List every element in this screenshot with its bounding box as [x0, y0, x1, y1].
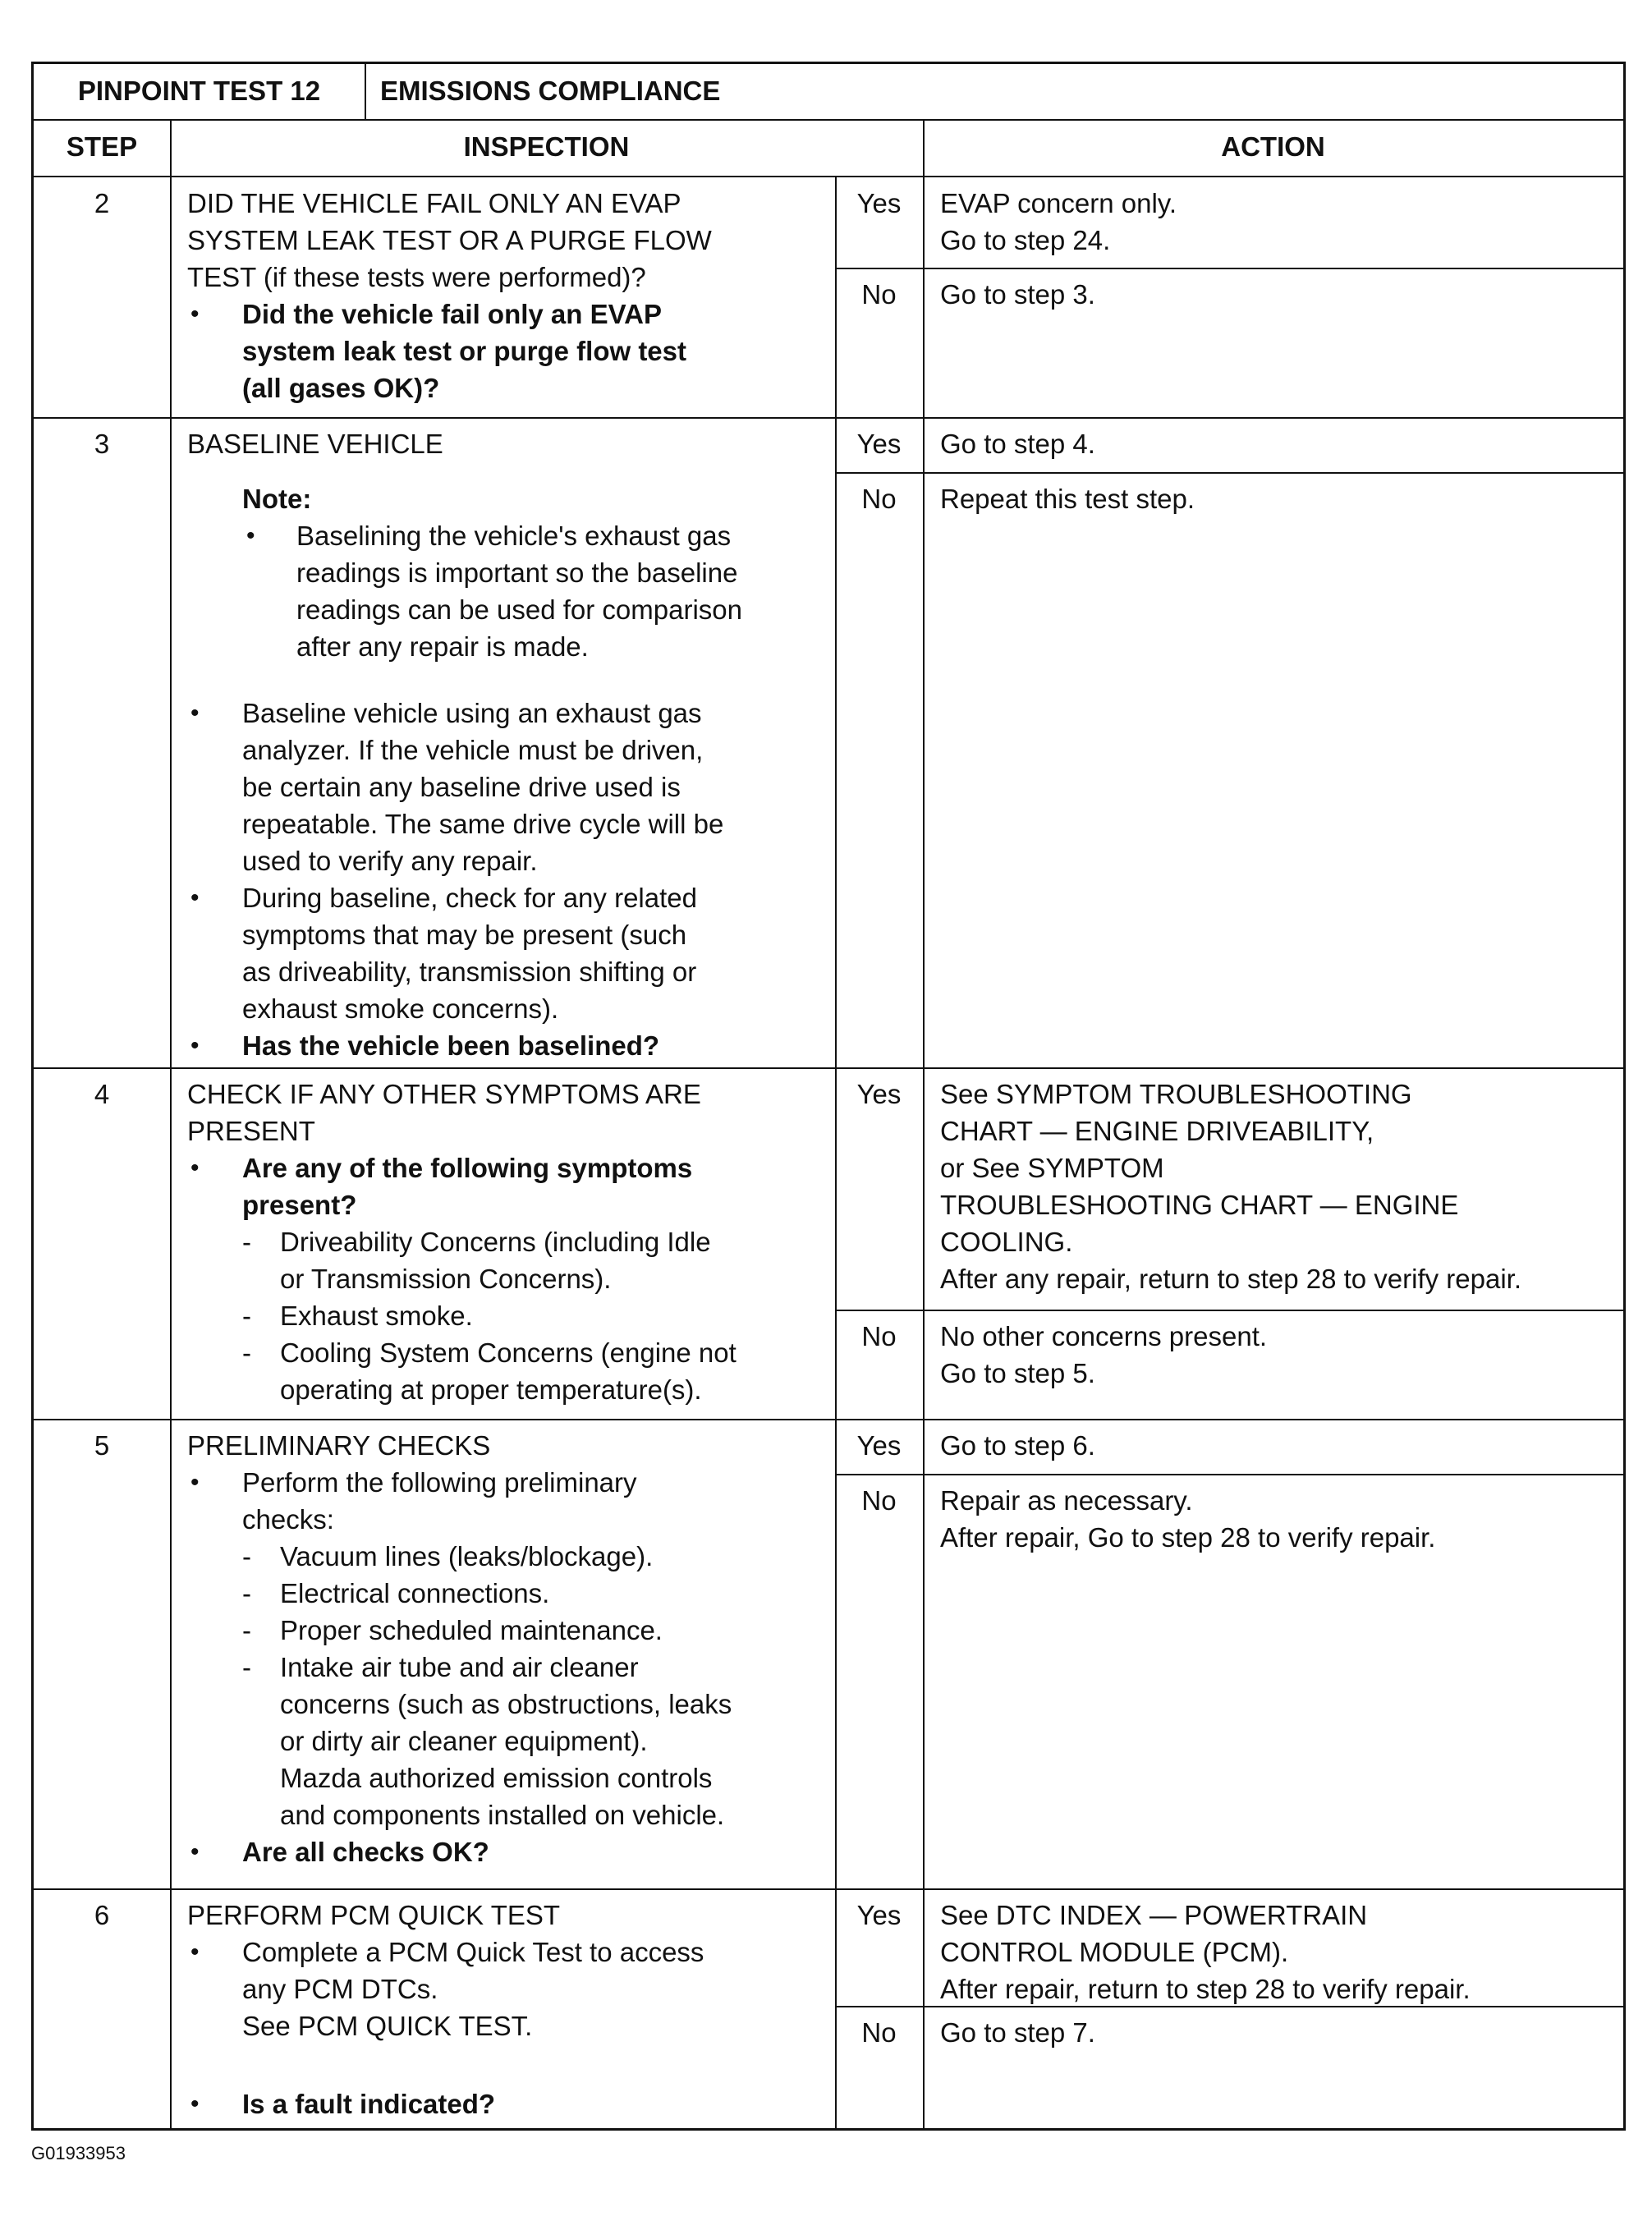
inspection-line: repeatable. The same drive cycle will be	[242, 809, 724, 839]
inspection-line: CHECK IF ANY OTHER SYMPTOMS ARE	[187, 1079, 701, 1109]
action-line: or See SYMPTOM	[940, 1153, 1164, 1183]
bullet-icon: •	[190, 1838, 200, 1865]
inspection-line: Mazda authorized emission controls	[280, 1763, 713, 1793]
row-divider	[34, 119, 1623, 121]
pinpoint-test-table	[31, 62, 1626, 2131]
inspection-line: DID THE VEHICLE FAIL ONLY AN EVAP	[187, 188, 681, 218]
row-divider	[34, 417, 1623, 419]
step-number: 2	[94, 188, 110, 218]
no-label: No	[861, 484, 897, 514]
inspection-line: Electrical connections.	[280, 1578, 550, 1608]
bullet-icon: •	[190, 884, 200, 911]
bullet-icon: •	[190, 1154, 200, 1181]
yes-label: Yes	[856, 429, 902, 459]
inspection-question: Is a fault indicated?	[242, 2089, 496, 2119]
dash-icon: -	[242, 1337, 251, 1368]
inspection-line: PERFORM PCM QUICK TEST	[187, 1900, 561, 1930]
action-line: Go to step 3.	[940, 279, 1095, 310]
inspection-line: any PCM DTCs.	[242, 1974, 438, 2004]
step-number: 3	[94, 429, 110, 459]
action-line: COOLING.	[940, 1227, 1073, 1257]
row-divider	[34, 1419, 1623, 1420]
action-line: Go to step 7.	[940, 2017, 1095, 2048]
yes-label: Yes	[856, 1430, 902, 1461]
inspection-line: Exhaust smoke.	[280, 1301, 473, 1331]
action-line: CONTROL MODULE (PCM).	[940, 1937, 1289, 1967]
note-line: readings is important so the baseline	[296, 557, 738, 588]
inspection-line: During baseline, check for any related	[242, 883, 697, 913]
action-line: Go to step 4.	[940, 429, 1095, 459]
step-number: 5	[94, 1430, 110, 1461]
action-line: No other concerns present.	[940, 1321, 1268, 1351]
action-line: See SYMPTOM TROUBLESHOOTING	[940, 1079, 1412, 1109]
action-line: Go to step 24.	[940, 225, 1111, 255]
action-line: After repair, return to step 28 to verify repair.	[940, 1974, 1471, 2004]
dash-icon: -	[242, 1578, 251, 1608]
action-line: EVAP concern only.	[940, 188, 1177, 218]
inspection-question: Are all checks OK?	[242, 1837, 489, 1867]
action-line: TROUBLESHOOTING CHART — ENGINE	[940, 1190, 1459, 1220]
note-line: readings can be used for comparison	[296, 594, 742, 625]
inspection-line: Driveability Concerns (including Idle	[280, 1227, 711, 1257]
inspection-question: Are any of the following symptoms	[242, 1153, 693, 1183]
inspection-line: Baseline vehicle using an exhaust gas	[242, 698, 702, 728]
row-divider	[34, 1067, 1623, 1069]
bullet-icon: •	[190, 1032, 200, 1059]
dash-icon: -	[242, 1301, 251, 1331]
inspection-line: or Transmission Concerns).	[280, 1264, 612, 1294]
bullet-icon: •	[190, 1469, 200, 1496]
note-line: Baselining the vehicle's exhaust gas	[296, 521, 732, 551]
inspection-line: be certain any baseline drive used is	[242, 772, 681, 802]
yes-label: Yes	[856, 188, 902, 218]
inspection-line: Proper scheduled maintenance.	[280, 1615, 663, 1645]
action-line: Repeat this test step.	[940, 484, 1195, 514]
dash-icon: -	[242, 1541, 251, 1571]
inspection-line: symptoms that may be present (such	[242, 920, 687, 950]
inspection-line: as driveability, transmission shifting or	[242, 957, 697, 987]
action-line: Go to step 5.	[940, 1358, 1095, 1388]
action-line: After any repair, return to step 28 to verify repair.	[940, 1264, 1522, 1294]
inspection-line: SYSTEM LEAK TEST OR A PURGE FLOW	[187, 225, 712, 255]
yes-label: Yes	[856, 1079, 902, 1109]
note-label: Note:	[242, 484, 312, 514]
row-divider	[34, 1888, 1623, 1890]
inspection-line: PRELIMINARY CHECKS	[187, 1430, 491, 1461]
no-label: No	[861, 1321, 897, 1351]
yes-no-divider	[835, 1310, 1623, 1311]
inspection-line: concerns (such as obstructions, leaks	[280, 1689, 732, 1719]
column-header-inspection: INSPECTION	[463, 131, 630, 162]
step-number: 4	[94, 1079, 110, 1109]
no-label: No	[861, 1485, 897, 1516]
bullet-icon: •	[190, 2090, 200, 2117]
no-label: No	[861, 2017, 897, 2048]
column-header-step: STEP	[66, 131, 138, 162]
test-title: EMISSIONS COMPLIANCE	[380, 76, 721, 106]
inspection-line: and components installed on vehicle.	[280, 1800, 725, 1830]
inspection-line: operating at proper temperature(s).	[280, 1374, 702, 1405]
inspection-line: Perform the following preliminary	[242, 1467, 637, 1498]
inspection-line: checks:	[242, 1504, 334, 1535]
inspection-line: analyzer. If the vehicle must be driven,	[242, 735, 704, 765]
bullet-icon: •	[190, 301, 200, 328]
inspection-question: (all gases OK)?	[242, 373, 440, 403]
action-line: See DTC INDEX — POWERTRAIN	[940, 1900, 1368, 1930]
step-number: 6	[94, 1900, 110, 1930]
inspection-line: BASELINE VEHICLE	[187, 429, 443, 459]
dash-icon: -	[242, 1615, 251, 1645]
yes-label: Yes	[856, 1900, 902, 1930]
inspection-line: TEST (if these tests were performed)?	[187, 262, 646, 292]
action-column-divider	[923, 119, 925, 2128]
yes-no-divider	[835, 1474, 1623, 1475]
yes-no-divider	[835, 268, 1623, 269]
note-line: after any repair is made.	[296, 631, 589, 662]
inspection-line: or dirty air cleaner equipment).	[280, 1726, 648, 1756]
bullet-icon: •	[246, 522, 255, 549]
action-line: Repair as necessary.	[940, 1485, 1193, 1516]
step-column-divider	[170, 119, 172, 2128]
dash-icon: -	[242, 1227, 251, 1257]
action-line: After repair, Go to step 28 to verify repair.	[940, 1522, 1436, 1553]
inspection-question: Did the vehicle fail only an EVAP	[242, 299, 663, 329]
no-label: No	[861, 279, 897, 310]
inspection-line: Cooling System Concerns (engine not	[280, 1337, 737, 1368]
inspection-line: PRESENT	[187, 1116, 315, 1146]
inspection-line: exhaust smoke concerns).	[242, 993, 559, 1024]
inspection-line: used to verify any repair.	[242, 846, 538, 876]
inspection-question: system leak test or purge flow test	[242, 336, 687, 366]
dash-icon: -	[242, 1652, 251, 1682]
row-divider	[34, 176, 1623, 177]
bullet-icon: •	[190, 1938, 200, 1966]
yes-no-divider	[835, 472, 1623, 474]
header-divider	[365, 64, 366, 119]
action-line: CHART — ENGINE DRIVEABILITY,	[940, 1116, 1374, 1146]
inspection-line: Vacuum lines (leaks/blockage).	[280, 1541, 654, 1571]
inspection-question: Has the vehicle been baselined?	[242, 1030, 660, 1061]
column-header-action: ACTION	[1221, 131, 1325, 162]
inspection-question: present?	[242, 1190, 357, 1220]
inspection-line: See PCM QUICK TEST.	[242, 2011, 533, 2041]
yes-no-column-divider	[835, 176, 837, 2128]
action-line: Go to step 6.	[940, 1430, 1095, 1461]
figure-code: G01933953	[31, 2143, 126, 2163]
inspection-line: Intake air tube and air cleaner	[280, 1652, 639, 1682]
bullet-icon: •	[190, 700, 200, 727]
inspection-line: Complete a PCM Quick Test to access	[242, 1937, 704, 1967]
test-id: PINPOINT TEST 12	[77, 76, 321, 106]
